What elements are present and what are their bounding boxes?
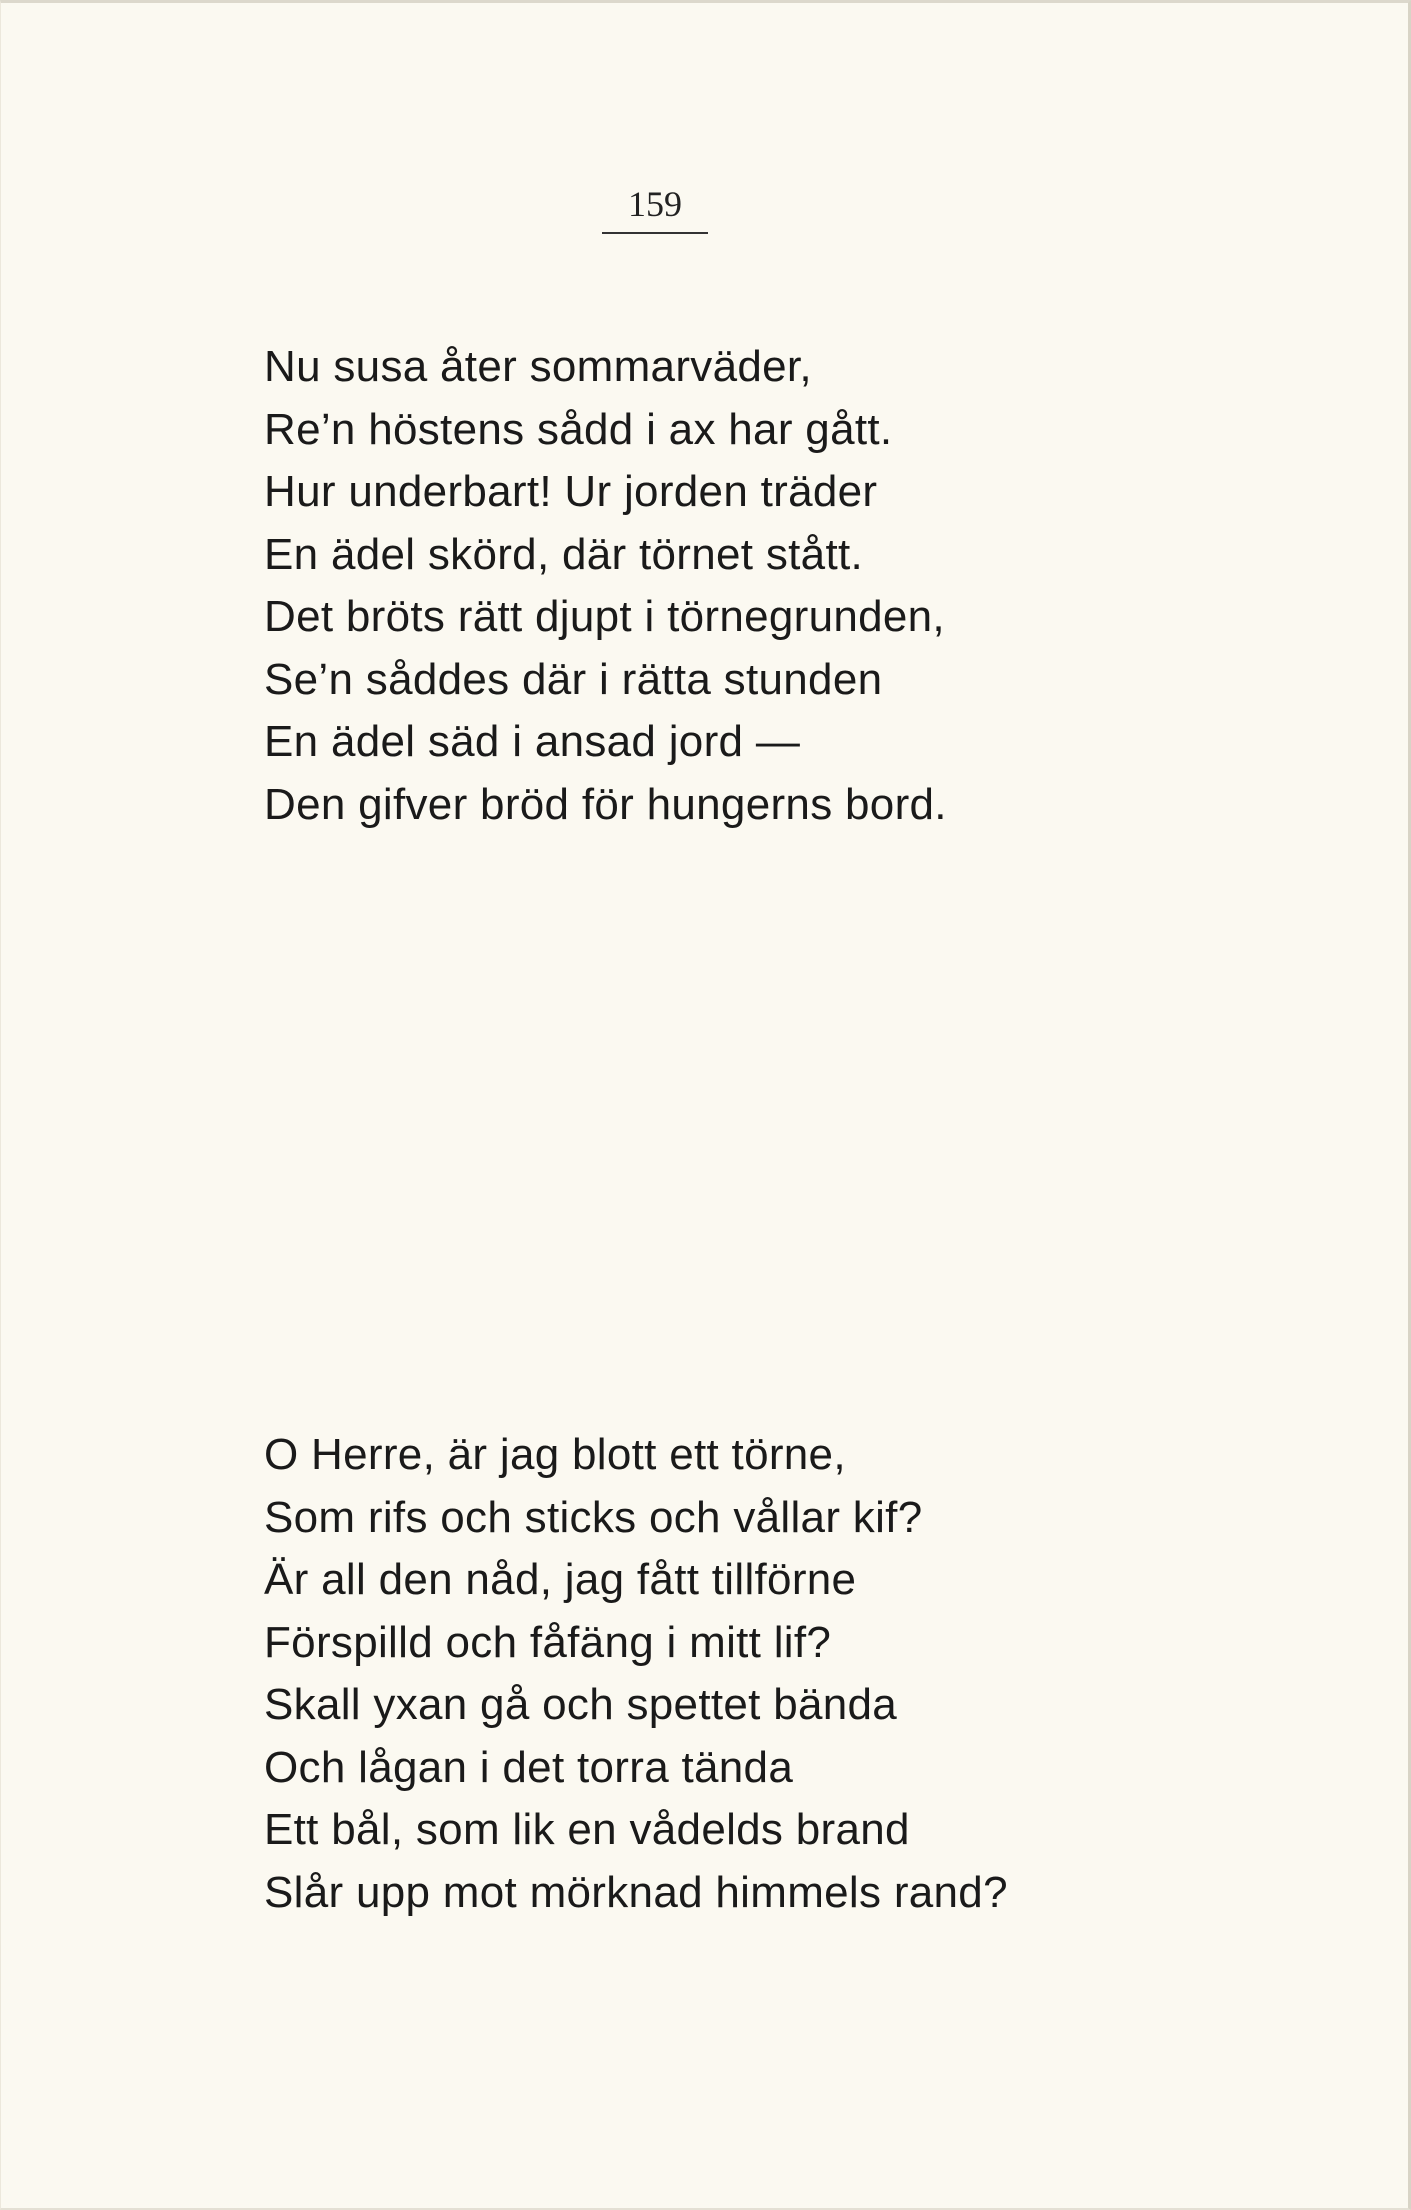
verse-line: Är all den nåd, jag fått tillförne xyxy=(264,1555,857,1604)
verse-line: Slår upp mot mörknad himmels rand? xyxy=(264,1867,1008,1917)
verse-line: Se’n såddes där i rätta stunden xyxy=(264,654,883,704)
verse-line: Nu susa åter sommarväder, xyxy=(264,342,812,391)
verse-line: Som rifs och sticks och vållar kif? xyxy=(264,1492,923,1542)
verse-line: Och lågan i det torra tända xyxy=(264,1742,794,1792)
verse-line: Re’n höstens sådd i ax har gått. xyxy=(264,404,893,454)
verse-line: Förspilld och fåfäng i mitt lif? xyxy=(264,1617,832,1667)
page-number: 159 xyxy=(628,184,682,224)
verse-line: O Herre, är jag blott ett törne, xyxy=(264,1430,846,1479)
verse-line: Skall yxan gå och spettet bända xyxy=(264,1680,898,1729)
verse-line: Ett bål, som lik en vådelds brand xyxy=(264,1805,910,1854)
verse-line: En ädel säd i ansad jord — xyxy=(264,717,801,766)
verse-line: Det bröts rätt djupt i törnegrunden, xyxy=(264,592,945,641)
page-number-underline xyxy=(602,232,708,234)
verse-line: En ädel skörd, där törnet stått. xyxy=(264,529,864,579)
verse-line: Hur underbart! Ur jorden träder xyxy=(264,467,878,516)
verse-line: Den gifver bröd för hungerns bord. xyxy=(264,779,947,829)
stanza-1 xyxy=(264,336,1164,836)
stanza-2 xyxy=(264,1424,1164,1924)
